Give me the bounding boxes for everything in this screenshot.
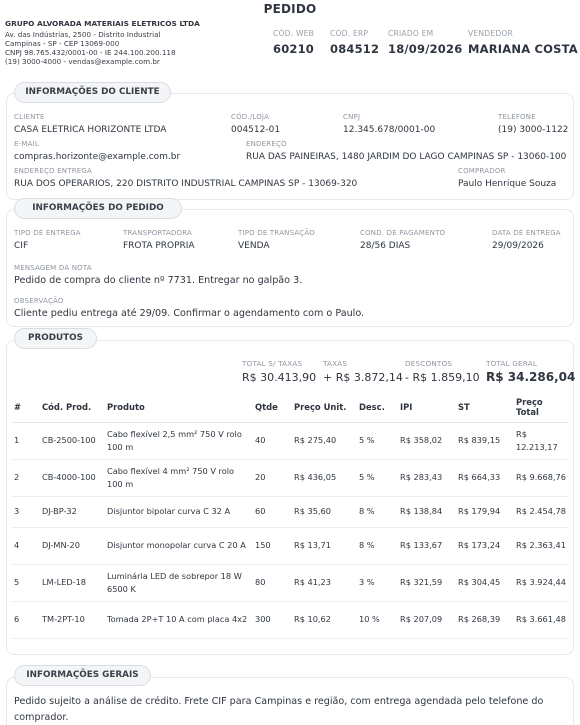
cnpj-value: 12.345.678/0001-00 [343,125,436,135]
client-section-title: INFORMAÇÕES DO CLIENTE [14,82,171,103]
general-info-text: Pedido sujeito a análise de crédito. Frete CIF para Campinas e região, com entrega agendada pelo telefone do comprador. [14,696,544,723]
cod-loja-value: 004512-01 [231,125,281,135]
cell-qty: 80 [253,564,292,601]
cell-product: Cabo flexível 2,5 mm² 750 V rolo 100 m [105,422,253,459]
cell-ipi: R$ 207,09 [398,601,456,638]
cnpj-label: CNPJ [343,113,361,121]
cell-code: TM-2PT-10 [40,601,105,638]
cell-product: Disjuntor monopolar curva C 20 A [105,527,253,564]
cell-total-price: R$ 12.213,17 [514,422,568,459]
cell-st: R$ 179,94 [456,496,514,527]
cell-st: R$ 839,15 [456,422,514,459]
cell-product: Luminária LED de sobrepor 18 W 6500 K [105,564,253,601]
page-title: PEDIDO [263,2,317,16]
table-row [12,422,568,459]
cell-code: DJ-MN-20 [40,527,105,564]
buyer-label: COMPRADOR [458,167,506,175]
address-value: RUA DAS PAINEIRAS, 1480 JARDIM DO LAGO CAMPINAS SP - 13060-100 [246,152,567,162]
col-header-index: # [12,392,40,422]
total-without-taxes-value: R$ 30.413,90 [242,371,317,384]
products-table [12,392,568,639]
grand-total-value: R$ 34.286,04 [486,370,576,384]
payment-terms-label: COND. DE PAGAMENTO [360,229,446,237]
col-header-product: Produto [105,392,253,422]
discounts-value: - R$ 1.859,10 [405,371,480,384]
order-section-title: INFORMAÇÕES DO PEDIDO [14,198,182,219]
discounts-label: DESCONTOS [405,359,453,368]
note-message-value: Pedido de compra do cliente nº 7731. Entregar no galpão 3. [14,275,303,286]
client-label: CLIENTE [14,113,45,121]
cell-qty: 300 [253,601,292,638]
cell-total-price: R$ 3.661,48 [514,601,568,638]
table-row [12,459,568,496]
meta-label: CÓD. WEB [273,29,315,38]
cell-discount: 3 % [357,564,398,601]
company-city: Campinas - SP - CEP 13069-000 [5,39,120,48]
cell-index: 4 [12,527,40,564]
buyer-value: Paulo Henrique Souza [458,179,557,189]
cell-unit-price: R$ 41,23 [292,564,357,601]
cell-code: DJ-BP-32 [40,496,105,527]
cell-index: 1 [12,422,40,459]
cell-qty: 40 [253,422,292,459]
cell-unit-price: R$ 275,40 [292,422,357,459]
cod-loja-label: CÓD./LOJA [231,113,270,121]
table-row [12,527,568,564]
delivery-type-label: TIPO DE ENTREGA [14,229,81,237]
general-section-title: INFORMAÇÕES GERAIS [14,665,151,686]
note-message-label: MENSAGEM DA NOTA [14,264,92,272]
cell-unit-price: R$ 10,62 [292,601,357,638]
email-value: compras.horizonte@example.com.br [14,152,181,162]
meta-label: CÓD. ERP [330,29,369,38]
table-row [12,601,568,638]
cell-discount: 5 % [357,422,398,459]
table-row [12,564,568,601]
company-contact: (19) 3000-4000 - vendas@example.com.br [5,57,160,66]
total-without-taxes-label: TOTAL S/ TAXAS [242,359,303,368]
company-tax-ids: CNPJ 98.765.432/0001-00 - IE 244.100.200.118 [5,48,176,57]
phone-label: TELEFONE [498,113,536,121]
meta-value: 084512 [330,42,380,56]
cell-product: Tomada 2P+T 10 A com placa 4x2 [105,601,253,638]
cell-st: R$ 268,39 [456,601,514,638]
cell-index: 5 [12,564,40,601]
cell-st: R$ 304,45 [456,564,514,601]
cell-qty: 20 [253,459,292,496]
products-section-title: PRODUTOS [14,328,97,349]
cell-index: 3 [12,496,40,527]
col-header-discount: Desc. [357,392,398,422]
meta-cod-web [273,29,314,56]
phone-value: (19) 3000-1122 [498,125,569,135]
table-row [12,496,568,527]
client-name: CASA ELETRICA HORIZONTE LTDA [14,125,167,135]
meta-value: 18/09/2026 [388,42,463,56]
col-header-st: ST [456,392,514,422]
cell-ipi: R$ 358,02 [398,422,456,459]
observation-value: Cliente pediu entrega até 29/09. Confirmar o agendamento com o Paulo. [14,308,365,319]
cell-product: Disjuntor bipolar curva C 32 A [105,496,253,527]
col-header-unit-price: Preço Unit. [292,392,357,422]
address-label: ENDEREÇO [246,140,287,148]
cell-unit-price: R$ 13,71 [292,527,357,564]
delivery-type-value: CIF [14,241,29,251]
cell-ipi: R$ 138,84 [398,496,456,527]
company-info [5,19,265,66]
cell-total-price: R$ 9.668,76 [514,459,568,496]
col-header-total-price: Preço Total [514,392,568,422]
cell-total-price: R$ 2.454,78 [514,496,568,527]
taxes-label: TAXAS [323,359,348,368]
cell-total-price: R$ 2.363,41 [514,527,568,564]
meta-seller [468,29,578,56]
taxes-value: + R$ 3.872,14 [323,371,403,384]
meta-cod-erp [330,29,379,56]
col-header-ipi: IPI [398,392,456,422]
cell-discount: 5 % [357,459,398,496]
payment-terms-value: 28/56 DIAS [360,241,411,251]
meta-created-at [388,29,462,56]
delivery-date-label: DATA DE ENTREGA [492,229,561,237]
meta-label: CRIADO EM [388,29,434,38]
grand-total-label: TOTAL GERAL [486,359,538,368]
delivery-date-value: 29/09/2026 [492,241,544,251]
cell-product: Cabo flexível 4 mm² 750 V rolo 100 m [105,459,253,496]
col-header-code: Cód. Prod. [40,392,105,422]
cell-code: CB-2500-100 [40,422,105,459]
cell-qty: 60 [253,496,292,527]
table-header-row [12,392,568,422]
transaction-type-value: VENDA [238,241,270,251]
cell-index: 2 [12,459,40,496]
cell-st: R$ 173,24 [456,527,514,564]
cell-code: LM-LED-18 [40,564,105,601]
cell-ipi: R$ 133,67 [398,527,456,564]
meta-value: MARIANA COSTA [468,42,578,56]
meta-value: 60210 [273,42,315,56]
cell-total-price: R$ 3.924,44 [514,564,568,601]
meta-label: VENDEDOR [468,29,514,38]
carrier-label: TRANSPORTADORA [123,229,192,237]
carrier-value: FROTA PROPRIA [123,241,195,251]
cell-qty: 150 [253,527,292,564]
transaction-type-label: TIPO DE TRANSAÇÃO [238,229,315,237]
company-name: GRUPO ALVORADA MATERIAIS ELETRICOS LTDA [5,19,200,28]
cell-st: R$ 664,33 [456,459,514,496]
cell-ipi: R$ 283,43 [398,459,456,496]
observation-label: OBSERVAÇÃO [14,297,64,305]
email-label: E-MAIL [14,140,39,148]
delivery-address-label: ENDEREÇO ENTREGA [14,167,93,175]
cell-code: CB-4000-100 [40,459,105,496]
company-address: Av. das Indústrias, 2500 - Distrito Industrial [5,30,161,39]
cell-ipi: R$ 321,59 [398,564,456,601]
cell-discount: 10 % [357,601,398,638]
cell-index: 6 [12,601,40,638]
cell-unit-price: R$ 436,05 [292,459,357,496]
cell-discount: 8 % [357,496,398,527]
cell-discount: 8 % [357,527,398,564]
delivery-address-value: RUA DOS OPERARIOS, 220 DISTRITO INDUSTRIAL CAMPINAS SP - 13069-320 [14,179,358,189]
col-header-qty: Qtde [253,392,292,422]
cell-unit-price: R$ 35,60 [292,496,357,527]
